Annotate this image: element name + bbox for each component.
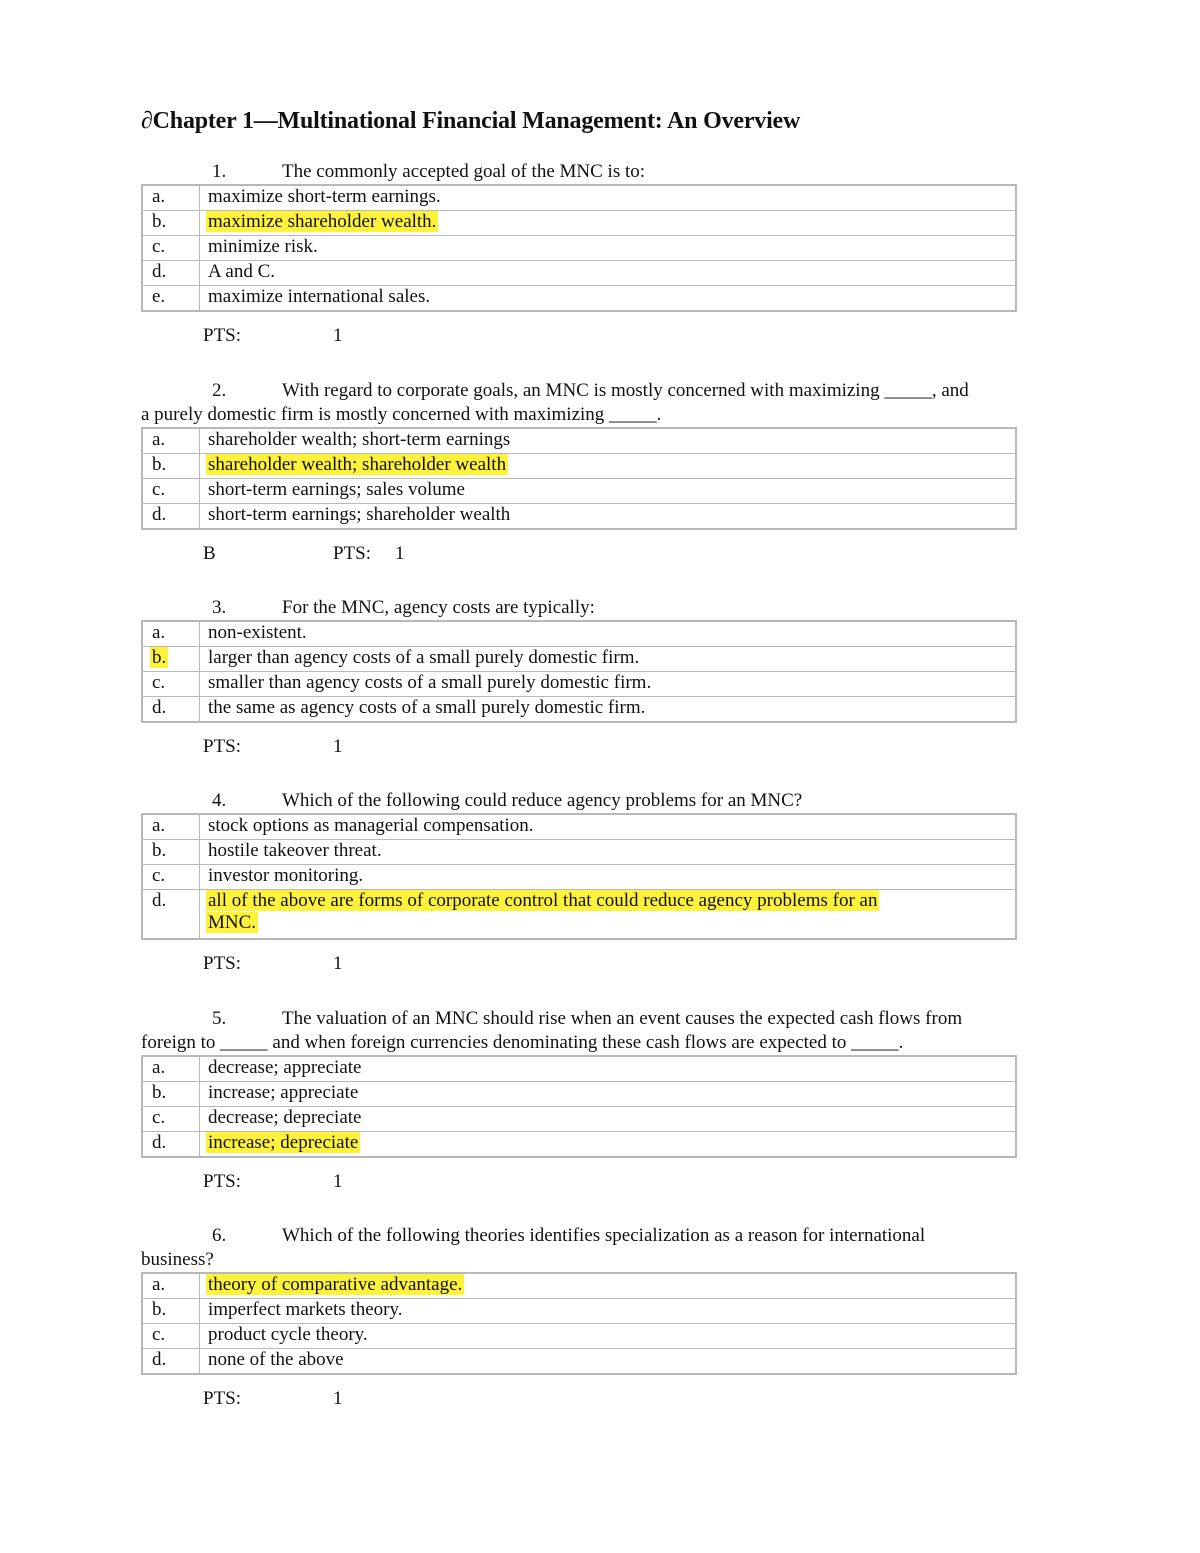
option-row[interactable] <box>142 504 1016 530</box>
highlighted-answer: increase; depreciate <box>208 1132 359 1153</box>
option-letter: c. <box>142 672 200 697</box>
option-letter: b. <box>142 1082 200 1107</box>
option-row[interactable] <box>142 1056 1016 1082</box>
pts-value: 1 <box>333 736 343 757</box>
option-label: A and C. <box>208 261 276 282</box>
option-row[interactable] <box>142 1273 1016 1299</box>
option-text <box>200 647 1017 672</box>
option-letter: d. <box>142 261 200 286</box>
option-row[interactable] <box>142 647 1016 672</box>
points-line <box>141 325 1061 349</box>
option-row[interactable] <box>142 621 1016 647</box>
option-text <box>200 1299 1017 1324</box>
points-line <box>141 1171 1061 1195</box>
option-label: stock options as managerial compensation. <box>208 815 534 836</box>
option-letter: b. <box>142 840 200 865</box>
question-stem <box>141 789 1061 813</box>
option-row[interactable] <box>142 1132 1016 1158</box>
option-text <box>200 479 1017 504</box>
option-letter: c. <box>142 865 200 890</box>
question-stem <box>141 160 1061 184</box>
option-text <box>200 1349 1017 1375</box>
option-text <box>200 1273 1017 1299</box>
pts-value: 1 <box>395 543 405 564</box>
option-letter: a. <box>142 1056 200 1082</box>
pts-value: 1 <box>333 1171 343 1192</box>
option-letter: b. <box>142 1299 200 1324</box>
question-number: 3. <box>212 597 227 618</box>
option-row[interactable] <box>142 286 1016 312</box>
option-letter: d. <box>142 504 200 530</box>
option-text <box>200 211 1017 236</box>
option-text <box>200 1056 1017 1082</box>
option-label: smaller than agency costs of a small purely domestic firm. <box>208 672 652 693</box>
answer-key: B <box>203 543 216 564</box>
question-stem <box>141 596 1061 620</box>
points-line <box>141 1388 1061 1412</box>
option-label: the same as agency costs of a small purely domestic firm. <box>208 697 646 718</box>
question-6 <box>141 1224 1061 1412</box>
pts-value: 1 <box>333 325 343 346</box>
option-letter: b. <box>142 454 200 479</box>
option-text <box>200 261 1017 286</box>
pts-label: PTS: <box>333 543 372 564</box>
option-row[interactable] <box>142 1299 1016 1324</box>
option-text <box>200 286 1017 312</box>
question-text: For the MNC, agency costs are typically: <box>282 597 595 618</box>
option-label: none of the above <box>208 1349 344 1370</box>
option-letter: a. <box>142 1273 200 1299</box>
points-line <box>141 543 1061 567</box>
option-row[interactable] <box>142 1324 1016 1349</box>
question-1 <box>141 160 1061 349</box>
question-text: The valuation of an MNC should rise when an event causes the expected cash flows from <box>282 1008 963 1029</box>
option-label: product cycle theory. <box>208 1324 368 1345</box>
question-stem <box>141 1224 1061 1272</box>
option-letter: d. <box>142 890 200 940</box>
option-text <box>200 428 1017 454</box>
option-letter: d. <box>142 1132 200 1158</box>
option-text <box>200 1082 1017 1107</box>
option-label: decrease; depreciate <box>208 1107 362 1128</box>
question-number: 5. <box>212 1008 227 1029</box>
option-text <box>200 814 1017 840</box>
option-row[interactable] <box>142 1107 1016 1132</box>
option-letter: c. <box>142 1324 200 1349</box>
option-text <box>200 1324 1017 1349</box>
highlighted-answer: maximize shareholder wealth. <box>208 211 437 232</box>
question-text-continued: business? <box>141 1249 214 1270</box>
pts-label: PTS: <box>203 325 242 346</box>
options-table <box>141 1272 1017 1375</box>
option-row[interactable] <box>142 261 1016 286</box>
option-letter: c. <box>142 1107 200 1132</box>
option-letter <box>142 647 200 672</box>
points-line <box>141 953 1061 977</box>
option-text <box>200 672 1017 697</box>
option-letter: d. <box>142 1349 200 1375</box>
option-row[interactable] <box>142 211 1016 236</box>
options-table <box>141 427 1017 530</box>
option-row[interactable] <box>142 697 1016 723</box>
question-text: Which of the following could reduce agency problems for an MNC? <box>282 790 803 811</box>
option-label: maximize short-term earnings. <box>208 186 441 207</box>
option-text <box>200 621 1017 647</box>
options-table <box>141 184 1017 312</box>
option-letter: e. <box>142 286 200 312</box>
option-row[interactable] <box>142 814 1016 840</box>
option-row[interactable] <box>142 454 1016 479</box>
pts-label: PTS: <box>203 953 242 974</box>
option-letter: a. <box>142 814 200 840</box>
option-text <box>200 865 1017 890</box>
pts-label: PTS: <box>203 1171 242 1192</box>
option-label: maximize international sales. <box>208 286 431 307</box>
option-row[interactable] <box>142 840 1016 865</box>
option-letter: b. <box>142 211 200 236</box>
option-text <box>200 697 1017 723</box>
option-label: non-existent. <box>208 622 307 643</box>
option-label: minimize risk. <box>208 236 318 257</box>
option-text <box>200 840 1017 865</box>
option-row[interactable] <box>142 1349 1016 1375</box>
option-label: larger than agency costs of a small purely domestic firm. <box>208 647 640 668</box>
option-label: short-term earnings; shareholder wealth <box>208 504 511 525</box>
points-line <box>141 736 1061 760</box>
highlighted-answer: shareholder wealth; shareholder wealth <box>208 454 507 475</box>
question-number: 4. <box>212 790 227 811</box>
option-letter: a. <box>142 185 200 211</box>
highlighted-letter: b. <box>152 647 167 668</box>
question-2 <box>141 379 1061 567</box>
question-stem <box>141 379 1061 427</box>
option-text <box>200 1107 1017 1132</box>
highlighted-answer: theory of comparative advantage. <box>208 1274 463 1295</box>
option-letter: a. <box>142 428 200 454</box>
option-row[interactable] <box>142 428 1016 454</box>
option-letter: c. <box>142 479 200 504</box>
pts-label: PTS: <box>203 1388 242 1409</box>
question-text-continued: a purely domestic firm is mostly concerned with maximizing _____. <box>141 404 662 425</box>
option-text <box>200 504 1017 530</box>
option-label: shareholder wealth; short-term earnings <box>208 429 511 450</box>
question-4 <box>141 789 1061 977</box>
option-label: investor monitoring. <box>208 865 364 886</box>
highlighted-answer-continued: MNC. <box>208 912 257 933</box>
options-table <box>141 1055 1017 1158</box>
question-5 <box>141 1007 1061 1195</box>
question-number: 1. <box>212 161 227 182</box>
option-letter: d. <box>142 697 200 723</box>
pts-label: PTS: <box>203 736 242 757</box>
option-label: increase; appreciate <box>208 1082 359 1103</box>
question-stem <box>141 1007 1061 1055</box>
option-label: decrease; appreciate <box>208 1057 362 1078</box>
option-row[interactable] <box>142 236 1016 261</box>
option-row[interactable] <box>142 479 1016 504</box>
question-number: 2. <box>212 380 227 401</box>
option-text <box>200 185 1017 211</box>
question-number: 6. <box>212 1225 227 1246</box>
option-label: hostile takeover threat. <box>208 840 382 861</box>
option-label: short-term earnings; sales volume <box>208 479 465 500</box>
options-table <box>141 620 1017 723</box>
option-text <box>200 1132 1017 1158</box>
option-text <box>200 236 1017 261</box>
options-table <box>141 813 1017 940</box>
pts-value: 1 <box>333 1388 343 1409</box>
option-row[interactable] <box>142 672 1016 697</box>
option-text <box>200 454 1017 479</box>
chapter-title: ∂Chapter 1—Multinational Financial Management: An Overview <box>141 108 801 134</box>
option-row[interactable] <box>142 185 1016 211</box>
question-text: The commonly accepted goal of the MNC is to: <box>282 161 646 182</box>
option-text <box>200 890 1017 940</box>
option-row[interactable] <box>142 890 1016 940</box>
option-row[interactable] <box>142 865 1016 890</box>
pts-value: 1 <box>333 953 343 974</box>
option-row[interactable] <box>142 1082 1016 1107</box>
option-letter: a. <box>142 621 200 647</box>
option-letter: c. <box>142 236 200 261</box>
option-label: imperfect markets theory. <box>208 1299 403 1320</box>
question-text: Which of the following theories identifies specialization as a reason for international <box>282 1225 926 1246</box>
question-text-continued: foreign to _____ and when foreign currencies denominating these cash flows are expected to _____. <box>141 1032 904 1053</box>
question-3 <box>141 596 1061 760</box>
highlighted-answer: all of the above are forms of corporate control that could reduce agency problems for an <box>208 890 878 911</box>
question-text: With regard to corporate goals, an MNC is mostly concerned with maximizing _____, and <box>282 380 969 401</box>
